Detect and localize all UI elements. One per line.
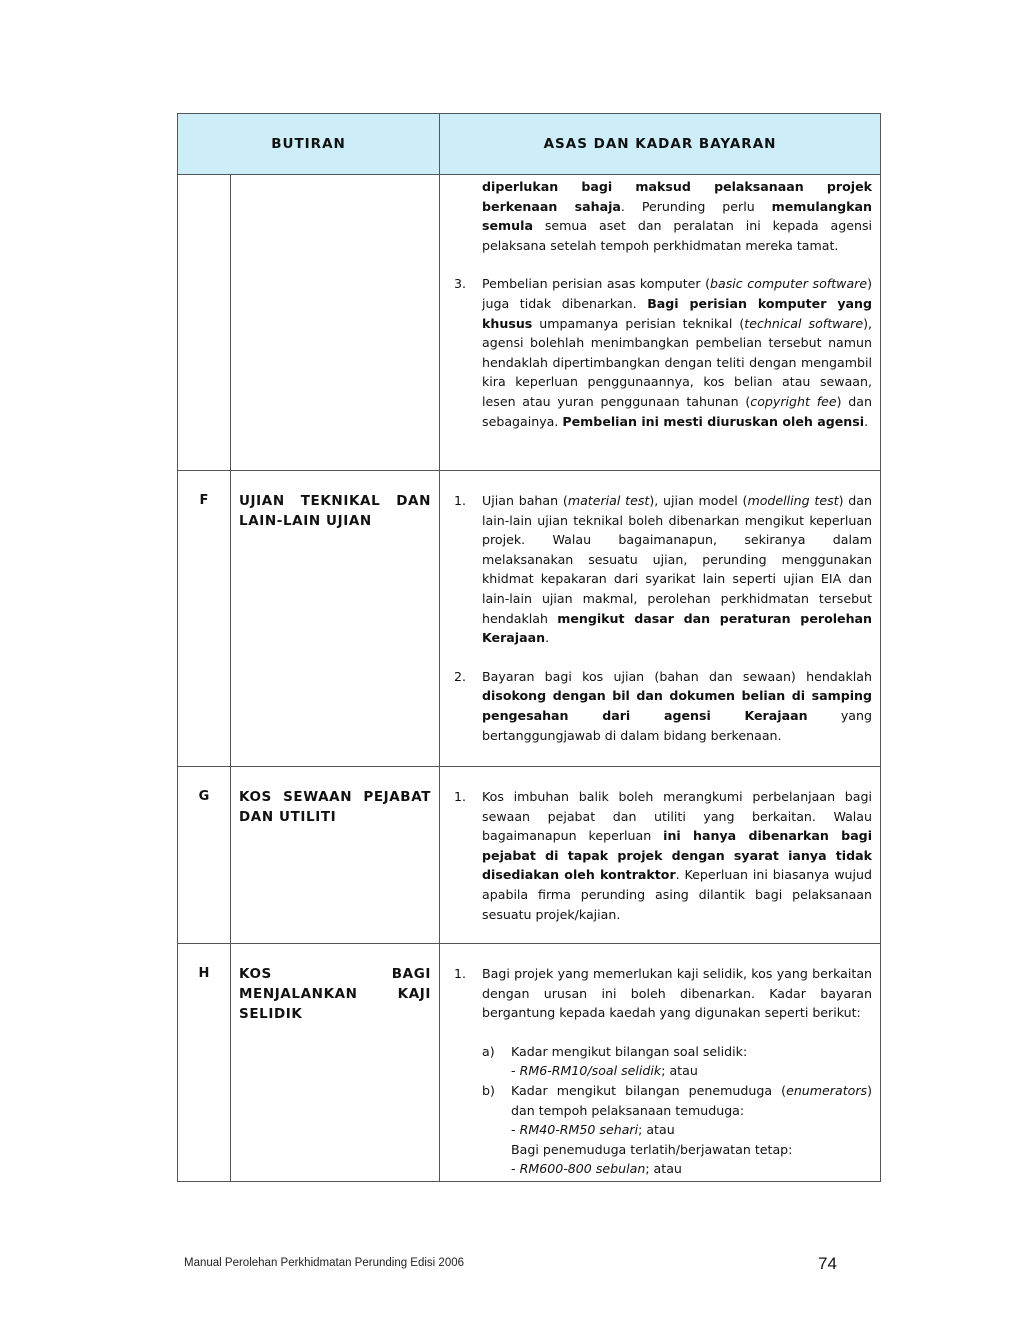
list-item: 2. Bayaran bagi kos ujian (bahan dan sewaan) hendaklah disokong dengan bil dan dokumen belian di samping pengesahan dari agensi Kerajaan yang bertanggungjawab di dalam bidang berkenaan. (454, 668, 873, 743)
list-item: 3. Pembelian perisian asas komputer (basic computer software) juga tidak dibenarkan. Bagi perisian komputer yang khusus umpamanya perisian teknikal (technical software), agensi bolehlah menimbangkan pembelian tersebut namun hendaklah dipertimbangkan dengan teliti dengan mengambil kira keperluan penggunaannya, kos belian atau sewaan, lesen atau yuran penggunaan tahunan (copyright fee) dan sebagainya. Pembelian ini mesti diuruskan oleh agensi. (454, 276, 873, 429)
header-asas-kadar: ASAS DAN KADAR BAYARAN (440, 114, 881, 175)
row-title: UJIAN TEKNIKAL DAN LAIN-LAIN UJIAN (231, 471, 440, 767)
rate-value: RM40-RM50 sehari (519, 1122, 639, 1138)
table-header-row (178, 114, 881, 175)
sub-item-a: a) Kadar mengikut bilangan soal selidik: - RM6-RM10/soal selidik; atau (482, 1043, 748, 1079)
list-item: 1. Bagi projek yang memerlukan kaji selidik, kos yang berkaitan dengan urusan ini boleh dibenarkan. Kadar bayaran bergantung kepada kaedah yang digunakan seperti berikut: a) Kadar mengikut bilangan soal selidik: - RM6-RM10/soal selidik; atau b) Kadar mengikut bilangan penemuduga (enumerators) dan tempoh pelaksanaan temuduga: - RM40-RM50 sehari; atau Bagi penemuduga terlatih/berjawatan tetap: - RM600-800 sebulan; atau (448, 964, 872, 1179)
table-row-continuation (178, 175, 881, 471)
table-row-h (178, 944, 881, 1182)
table-row-g (178, 767, 881, 944)
letter-cell-empty (178, 175, 231, 471)
row-letter: F (178, 471, 231, 767)
rate-value: RM600-800 sebulan (519, 1161, 646, 1177)
list-item: diperlukan bagi maksud pelaksanaan projek berkenaan sahaja. Perunding perlu memulangkan semula semua aset dan peralatan ini kepada agensi pelaksana setelah tempoh perkhidmatan mereka tamat. (482, 179, 873, 253)
row-letter: G (178, 767, 231, 944)
rate-value: RM6-RM10/soal selidik (519, 1063, 662, 1079)
row-letter: H (178, 944, 231, 1182)
list-item: 1. Ujian bahan (material test), ujian model (modelling test) dan lain-lain ujian teknikal boleh dibenarkan mengikut keperluan projek. Walau bagaimanapun, sekiranya dalam melaksanakan sesuatu ujian, perunding menggunakan khidmat kepakaran dari syarikat lain seperti ujian EIA dan lain-lain ujian makmal, perolehan perkhidmatan tersebut hendaklah mengikut dasar dan peraturan perolehan Kerajaan. (454, 493, 873, 646)
list-item: 1. Kos imbuhan balik boleh merangkumi perbelanjaan bagi sewaan pejabat dan utiliti yang berkaitan. Walau bagaimanapun keperluan ini hanya dibenarkan bagi pejabat di tapak projek dengan syarat ianya tidak disediakan oleh kontraktor. Keperluan ini biasanya wujud apabila firma perunding asing dilantik bagi pelaksanaan sesuatu projek/kajian. (454, 789, 873, 922)
row-title: KOS SEWAAN PEJABAT DAN UTILITI (231, 767, 440, 944)
title-cell-empty (231, 175, 440, 471)
content-cell-g (440, 767, 881, 944)
content-cell-continuation (440, 175, 881, 471)
rates-table (177, 113, 881, 1182)
row-title: KOS BAGI MENJALANKAN KAJI SELIDIK (231, 944, 440, 1182)
content-cell-f (440, 471, 881, 767)
sub-item-b: b) Kadar mengikut bilangan penemuduga (enumerators) dan tempoh pelaksanaan temuduga: - RM40-RM50 sehari; atau Bagi penemuduga terlatih/berjawatan tetap: - RM600-800 sebulan; atau (482, 1082, 873, 1177)
table-row-f (178, 471, 881, 767)
content-cell-h (440, 944, 881, 1182)
footer-text: Manual Perolehan Perkhidmatan Perunding Edisi 2006 (184, 1257, 465, 1269)
page-number: 74 (818, 1254, 837, 1273)
header-butiran: BUTIRAN (178, 114, 440, 175)
